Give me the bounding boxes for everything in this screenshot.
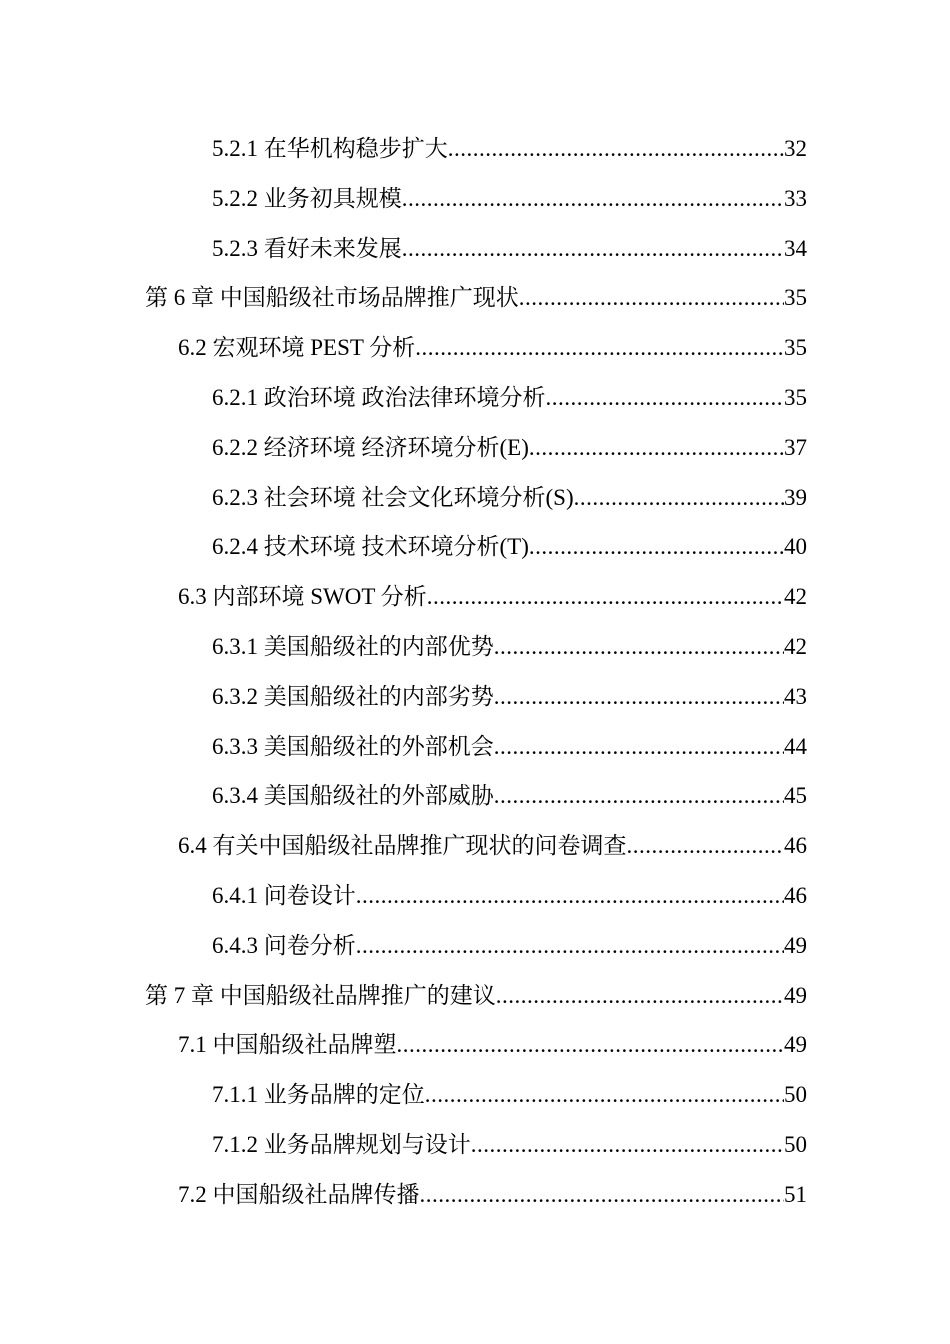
toc-page-number: 49 — [784, 1032, 807, 1058]
toc-dot-leader — [529, 423, 784, 473]
toc-entry — [0, 1120, 950, 1170]
toc-dot-leader — [402, 174, 784, 224]
toc-entry — [0, 722, 950, 772]
toc-dot-leader — [574, 473, 784, 523]
toc-page-number: 35 — [784, 384, 807, 410]
toc-entry-title: 7.1.1 业务品牌的定位 — [212, 1082, 425, 1108]
toc-page-number: 50 — [784, 1082, 807, 1108]
toc-page-number: 33 — [784, 185, 807, 211]
toc-entry-title: 6.3.2 美国船级社的内部劣势 — [212, 683, 494, 709]
toc-entry-title: 6.3.4 美国船级社的外部威胁 — [212, 783, 494, 809]
toc-dot-leader — [397, 1020, 785, 1070]
toc-entry-title: 6.4.3 问卷分析 — [212, 932, 356, 958]
toc-page-number: 49 — [784, 932, 807, 958]
toc-entry-title: 7.2 中国船级社品牌传播 — [178, 1181, 420, 1207]
toc-dot-leader — [494, 622, 784, 672]
toc-page-number: 42 — [784, 633, 807, 659]
toc-page-number: 35 — [784, 285, 807, 311]
toc-page-number: 37 — [784, 434, 807, 460]
toc-entry-title: 6.4.1 问卷设计 — [212, 882, 356, 908]
table-of-contents — [0, 124, 950, 1220]
toc-page-number: 35 — [784, 335, 807, 361]
toc-entry — [0, 672, 950, 722]
toc-entry-title: 第 6 章 中国船级社市场品牌推广现状 — [145, 285, 519, 311]
toc-dot-leader — [356, 921, 784, 971]
toc-page-number: 34 — [784, 235, 807, 261]
toc-page-number: 49 — [784, 982, 807, 1008]
toc-entry — [0, 174, 950, 224]
toc-entry — [0, 771, 950, 821]
toc-entry-title: 第 7 章 中国船级社品牌推广的建议 — [145, 982, 496, 1008]
toc-entry-title: 6.2 宏观环境 PEST 分析 — [178, 335, 416, 361]
toc-page-number: 51 — [784, 1181, 807, 1207]
toc-dot-leader — [627, 821, 785, 871]
toc-dot-leader — [546, 373, 785, 423]
toc-dot-leader — [402, 224, 784, 274]
toc-entry — [0, 273, 950, 323]
toc-entry — [0, 871, 950, 921]
toc-entry-title: 6.2.3 社会环境 社会文化环境分析(S) — [212, 484, 574, 510]
toc-entry — [0, 224, 950, 274]
toc-dot-leader — [496, 971, 784, 1021]
toc-entry-title: 6.2.4 技术环境 技术环境分析(T) — [212, 534, 529, 560]
toc-entry — [0, 1020, 950, 1070]
toc-page-number: 45 — [784, 783, 807, 809]
toc-page-number: 46 — [784, 882, 807, 908]
toc-entry-title: 5.2.2 业务初具规模 — [212, 185, 402, 211]
toc-entry — [0, 373, 950, 423]
toc-entry — [0, 622, 950, 672]
toc-dot-leader — [420, 1170, 785, 1220]
toc-entry — [0, 821, 950, 871]
toc-entry — [0, 423, 950, 473]
toc-entry — [0, 921, 950, 971]
toc-dot-leader — [448, 124, 784, 174]
toc-dot-leader — [494, 672, 784, 722]
toc-dot-leader — [415, 323, 784, 373]
toc-dot-leader — [519, 273, 784, 323]
toc-page-number: 44 — [784, 733, 807, 759]
toc-entry — [0, 522, 950, 572]
toc-dot-leader — [356, 871, 784, 921]
toc-entry-title: 7.1 中国船级社品牌塑 — [178, 1032, 397, 1058]
toc-dot-leader — [425, 1070, 784, 1120]
toc-entry-title: 5.2.3 看好未来发展 — [212, 235, 402, 261]
toc-entry — [0, 572, 950, 622]
toc-entry — [0, 323, 950, 373]
toc-page-number: 40 — [784, 534, 807, 560]
toc-entry — [0, 124, 950, 174]
toc-entry — [0, 1170, 950, 1220]
toc-dot-leader — [494, 722, 784, 772]
toc-entry-title: 6.3 内部环境 SWOT 分析 — [178, 584, 427, 610]
toc-entry-title: 6.2.2 经济环境 经济环境分析(E) — [212, 434, 529, 460]
toc-page-number: 42 — [784, 584, 807, 610]
toc-entry — [0, 971, 950, 1021]
toc-page-number: 39 — [784, 484, 807, 510]
toc-entry-title: 6.3.1 美国船级社的内部优势 — [212, 633, 494, 659]
toc-page-number: 32 — [784, 136, 807, 161]
toc-page-number: 50 — [784, 1131, 807, 1157]
toc-dot-leader — [494, 771, 784, 821]
toc-entry-title: 6.4 有关中国船级社品牌推广现状的问卷调查 — [178, 833, 627, 859]
toc-page-number: 46 — [784, 833, 807, 859]
toc-entry-title: 6.2.1 政治环境 政治法律环境分析 — [212, 384, 546, 410]
toc-entry — [0, 473, 950, 523]
toc-entry-title: 7.1.2 业务品牌规划与设计 — [212, 1131, 471, 1157]
toc-dot-leader — [529, 522, 784, 572]
toc-dot-leader — [427, 572, 784, 622]
toc-entry-title: 6.3.3 美国船级社的外部机会 — [212, 733, 494, 759]
toc-dot-leader — [471, 1120, 784, 1170]
toc-page-number: 43 — [784, 683, 807, 709]
toc-entry-title: 5.2.1 在华机构稳步扩大 — [212, 136, 448, 161]
toc-entry — [0, 1070, 950, 1120]
